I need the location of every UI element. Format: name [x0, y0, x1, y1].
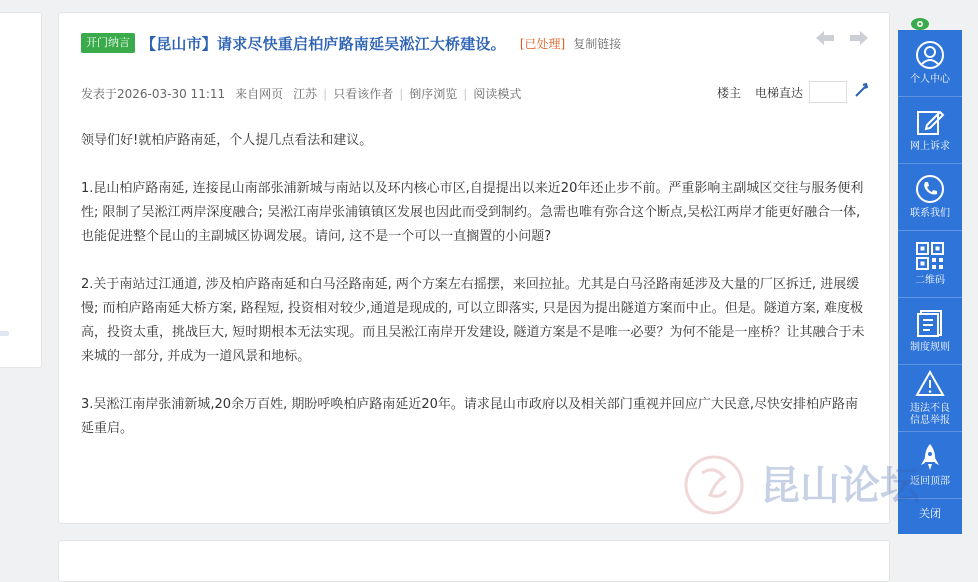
only-author-link[interactable]: 只看该作者 [333, 87, 394, 101]
post-card [58, 12, 890, 524]
sidebar-label: 个人中心 [910, 74, 950, 85]
meta-divider: | [399, 86, 404, 101]
next-thread-arrow-icon[interactable] [847, 29, 871, 49]
sidebar-label: 违法不良 信息举报 [910, 403, 950, 426]
post-paragraph: 3.吴淞江南岸张浦新城,20余万百姓, 期盼呼唤柏庐路南延近20年。请求昆山市政府以及相关部门重视并回应广大民意,尽快安排柏庐路南延重启。 [81, 397, 859, 436]
qrcode-icon [915, 241, 945, 271]
edit-icon [915, 107, 945, 137]
post-title-row [81, 31, 621, 55]
read-mode-link[interactable]: 阅读模式 [473, 87, 522, 101]
sidebar-label: 联系我们 [910, 208, 950, 219]
left-panel-mark [0, 331, 9, 336]
left-panel [0, 12, 42, 368]
post-body [81, 129, 865, 465]
copy-link-button[interactable]: 复制链接 [573, 36, 622, 51]
status-badge: [已处理] [519, 36, 566, 51]
post-paragraph: 领导们好!就柏庐路南延，个人提几点看法和建议。 [81, 133, 373, 148]
sidebar-item-back-to-top[interactable] [898, 432, 962, 499]
next-post-card [58, 540, 890, 582]
post-region: 江苏 [293, 87, 318, 101]
sidebar-label: 网上诉求 [910, 141, 950, 152]
prev-thread-arrow-icon[interactable] [813, 29, 837, 49]
sidebar-item-qrcode[interactable] [898, 231, 962, 298]
rules-icon [915, 308, 945, 338]
sidebar-item-contact[interactable] [898, 164, 962, 231]
post-title: 【昆山市】请求尽快重启柏庐路南延吴淞江大桥建设。 [141, 34, 506, 53]
rocket-icon [915, 442, 945, 472]
thread-nav [813, 29, 871, 49]
floor-label: 楼主 [716, 85, 741, 100]
elevator-input[interactable] [809, 81, 847, 103]
sidebar-label: 制度规则 [910, 342, 950, 353]
sidebar-close-button[interactable]: 关闭 [919, 507, 941, 520]
post-source: 来自网页 [235, 87, 284, 101]
reverse-order-link[interactable]: 倒序浏览 [409, 87, 458, 101]
floor-controls [717, 81, 869, 103]
wrench-icon[interactable] [853, 82, 869, 102]
sidebar-item-rules[interactable] [898, 298, 962, 365]
sidebar-label: 二维码 [915, 275, 945, 286]
sidebar-item-user-center[interactable] [898, 30, 962, 97]
category-tag[interactable]: 开门纳言 [81, 33, 135, 53]
svg-text:昆山论坛: 昆山论坛 [760, 463, 920, 509]
post-paragraph: 2.关于南站过江通道, 涉及柏庐路南延和白马泾路南延, 两个方案左右摇摆，来回拉扯。尤其是白马泾路南延涉及大量的厂区拆迁, 进展缓慢; 而柏庐路南延大桥方案, 路程短, 投资相对较少,通道是现成的, 可以立即落实, 只是因为提出隧道方案而中止。但是。隧道方案, 难度极高，投资太重，挑战巨大, 短时期根本无法实现。而且吴淞江南岸开发建设, 隧道方案是不是唯一必要？为何不能是一座桥？让其融合于未来城的一部分, 并成为一道风景和地标。 [81, 277, 865, 364]
phone-icon [915, 174, 945, 204]
sidebar-item-report[interactable] [898, 365, 962, 432]
sidebar-item-online-appeal[interactable] [898, 97, 962, 164]
sidebar-label: 返回顶部 [910, 476, 950, 487]
meta-divider: | [463, 86, 468, 101]
floating-sidebar [898, 30, 962, 534]
elevator-label: 电梯直达 [754, 85, 803, 100]
post-paragraph: 1.昆山柏庐路南延, 连接昆山南部张浦新城与南站以及环内核心市区,自提提出以来近20年还止步不前。严重影响主副城区交往与服务便利性; 限制了吴淞江两岸深度融合; 吴淞江南岸张浦镇镇区发展也因此而受到制约。急需也唯有弥合这个断点,吴松江两岸才能更好融合一体,也能促进整个昆山的主副城区协调发展。请问, 这不是一个可以一直搁置的小问题? [81, 181, 864, 244]
warning-icon [915, 369, 945, 399]
post-meta [81, 85, 521, 102]
user-icon [915, 40, 945, 70]
eye-icon[interactable] [910, 16, 930, 30]
meta-divider: | [323, 86, 328, 101]
post-date: 发表于2026-03-30 11:11 [81, 87, 226, 101]
